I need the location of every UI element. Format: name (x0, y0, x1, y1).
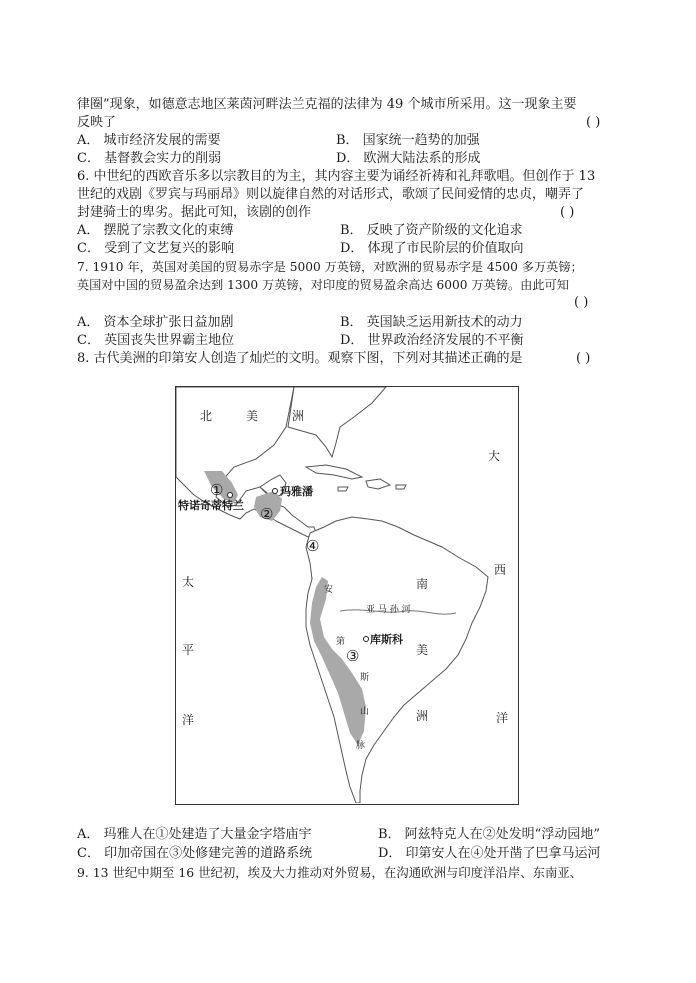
q7-stem-line1: 7. 1910 年，英国对美国的贸易赤字是 5000 万英镑，对欧洲的贸易赤字是 4500 多万英镑； (77, 260, 583, 274)
q5-option-d[interactable]: D． 欧洲大陆法系的形成 (336, 151, 481, 166)
label-andes-3: 斯 (360, 673, 370, 683)
q6-option-a[interactable]: A． 摆脱了宗教文化的束缚 (77, 223, 234, 238)
q7-option-a[interactable]: A． 资本全球扩张日益加剧 (77, 315, 234, 330)
q6-answer-bracket[interactable]: ( ) (560, 205, 575, 220)
label-pacific-2: 平 (182, 643, 195, 657)
q6-stem-line2: 世纪的戏剧《罗宾与玛丽昂》则以旋律自然的对话形式，歌颂了民间爱情的忠贞，嘲弄了 (77, 187, 585, 202)
label-mayapan: 玛雅潘 (280, 485, 313, 498)
q8-option-d[interactable]: D． 印第安人在④处开凿了巴拿马运河 (378, 846, 601, 861)
jamaica-island (338, 487, 348, 491)
q7-option-d[interactable]: D． 世界政治经济发展的不平衡 (340, 333, 524, 348)
cuba-island (306, 465, 362, 479)
q6-option-d[interactable]: D． 体现了市民阶层的价值取向 (340, 241, 524, 256)
marker-3: ③ (346, 647, 360, 665)
map-drawing (176, 387, 517, 803)
americas-map (175, 386, 519, 805)
q7-option-c[interactable]: C． 英国丧失世界霸主地位 (77, 333, 235, 348)
q8-answer-bracket[interactable]: ( ) (576, 351, 591, 366)
puerto-rico-island (396, 485, 406, 489)
q6-stem-line1: 6. 中世纪的西欧音乐多以宗教目的为主，其内容主要为诵经祈祷和礼拜歌唱。但创作于 13 (77, 169, 596, 184)
q5-stem-line2: 反映了 (77, 115, 117, 130)
q5-option-c[interactable]: C． 基督教会实力的削弱 (77, 151, 222, 166)
label-north-america-2: 美 (246, 409, 259, 423)
label-andes-2: 第 (336, 637, 346, 647)
cusco-dot (364, 637, 369, 642)
marker-2: ② (260, 505, 274, 523)
q8-option-b[interactable]: B． 阿兹特克人在②处发明“浮动园地” (378, 827, 600, 842)
label-south-america-1: 南 (416, 577, 429, 591)
q8-option-c[interactable]: C． 印加帝国在③处修建完善的道路系统 (77, 846, 313, 861)
label-cusco: 库斯科 (370, 633, 403, 646)
label-pacific-1: 太 (182, 575, 195, 589)
label-atlantic-2: 西 (494, 563, 507, 577)
label-andes-4: 山 (360, 707, 370, 717)
q5-option-b[interactable]: B． 国家统一趋势的加强 (336, 133, 480, 148)
q5-option-a[interactable]: A． 城市经济发展的需要 (77, 133, 221, 148)
q5-answer-bracket[interactable]: ( ) (586, 115, 601, 130)
label-north-america-3: 洲 (292, 409, 305, 423)
q7-stem-line2: 英国对中国的贸易盈余达到 1300 万英镑，对印度的贸易盈余高达 6000 万英镑。由此可知 (77, 278, 569, 292)
label-amazon-river: 亚 马 孙 河 (366, 605, 411, 615)
q7-answer-bracket[interactable]: ( ) (574, 295, 589, 310)
label-andes-1: 安 (324, 585, 334, 595)
mayapan-dot (273, 489, 278, 494)
q8-option-a[interactable]: A． 玛雅人在①处建造了大量金字塔庙宇 (77, 827, 312, 842)
marker-1: ① (210, 481, 224, 499)
label-atlantic-3: 洋 (496, 711, 509, 725)
q9-stem-line1: 9. 13 世纪中期至 16 世纪初，埃及大力推动对外贸易，在沟通欧洲与印度洋沿岸、东南亚、 (77, 865, 583, 880)
label-north-america-1: 北 (200, 409, 213, 423)
label-south-america-2: 美 (416, 643, 429, 657)
q6-option-c[interactable]: C． 受到了文艺复兴的影响 (77, 241, 235, 256)
label-atlantic-1: 大 (488, 449, 501, 463)
label-pacific-3: 洋 (182, 713, 195, 727)
label-south-america-3: 洲 (416, 709, 429, 723)
q7-option-b[interactable]: B． 英国缺乏运用新技术的动力 (340, 315, 523, 330)
teotihuacan-dot (228, 493, 233, 498)
q8-stem-line1: 8. 古代美洲的印第安人创造了灿烂的文明。观察下图，下列对其描述正确的是 (77, 351, 523, 366)
q5-stem-line1: 律圈”现象，如德意志地区莱茵河畔法兰克福的法律为 49 个城市所采用。这一现象主要 (77, 97, 577, 112)
label-teotihuacan: 特诺奇蒂特兰 (178, 499, 244, 512)
q6-stem-line3: 封建骑士的卑劣。据此可知，该剧的创作 (77, 205, 312, 220)
q6-option-b[interactable]: B． 反映了资产阶级的文化追求 (340, 223, 523, 238)
label-andes-5: 脉 (356, 741, 366, 751)
hispaniola-island (366, 479, 390, 489)
marker-4: ④ (306, 537, 320, 555)
